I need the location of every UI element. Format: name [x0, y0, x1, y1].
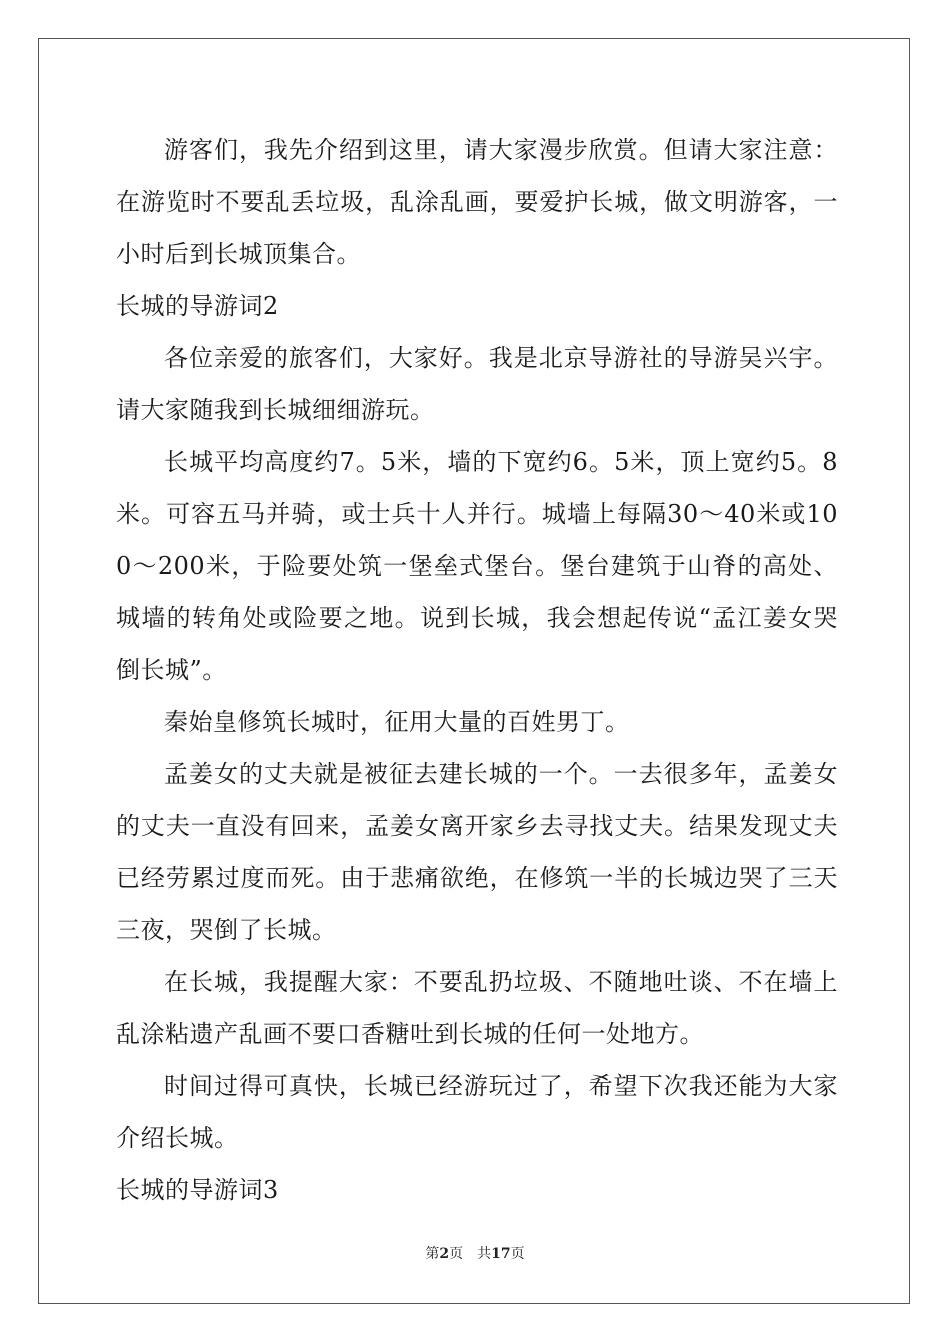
paragraph: 长城平均高度约7。5米，墙的下宽约6。5米，顶上宽约5。8米。可容五马并骑，或士兵十人并行。城墙上每隔30～40米或100～200米，于险要处筑一堡垒式堡台。堡台建筑于山脊的高处、城墙的转角处或险要之地。说到长城，我会想起传说“孟江姜女哭倒长城”。 [116, 448, 838, 684]
paragraph: 时间过得可真快，长城已经游玩过了，希望下次我还能为大家介绍长城。 [116, 1072, 838, 1152]
paragraph: 秦始皇修筑长城时，征用大量的百姓男丁。 [164, 708, 630, 736]
paragraph: 游客们，我先介绍到这里，请大家漫步欣赏。但请大家注意：在游览时不要乱丢垃圾，乱涂乱画，要爱护长城，做文明游客，一小时后到长城顶集合。 [116, 136, 838, 268]
total-prefix: 共 [477, 1246, 492, 1262]
document-body [116, 124, 838, 1216]
page-suffix: 页 [449, 1246, 464, 1262]
paragraph: 孟姜女的丈夫就是被征去建长城的一个。一去很多年，孟姜女的丈夫一直没有回来，孟姜女离开家乡去寻找丈夫。结果发现丈夫已经劳累过度而死。由于悲痛欲绝，在修筑一半的长城边哭了三天三夜，哭倒了长城。 [116, 760, 838, 944]
total-pages: 17 [491, 1246, 511, 1262]
page-number: 2 [439, 1246, 450, 1262]
paragraph: 各位亲爱的旅客们，大家好。我是北京导游社的导游吴兴宇。请大家随我到长城细细游玩。 [116, 344, 838, 424]
section-heading: 长城的导游词3 [116, 1176, 279, 1204]
page-footer [0, 1244, 950, 1264]
section-heading: 长城的导游词2 [116, 292, 279, 320]
page-prefix: 第 [425, 1246, 440, 1262]
total-suffix: 页 [510, 1246, 525, 1262]
paragraph: 在长城，我提醒大家：不要乱扔垃圾、不随地吐谈、不在墙上乱涂粘遗产乱画不要口香糖吐到长城的任何一处地方。 [116, 968, 838, 1048]
